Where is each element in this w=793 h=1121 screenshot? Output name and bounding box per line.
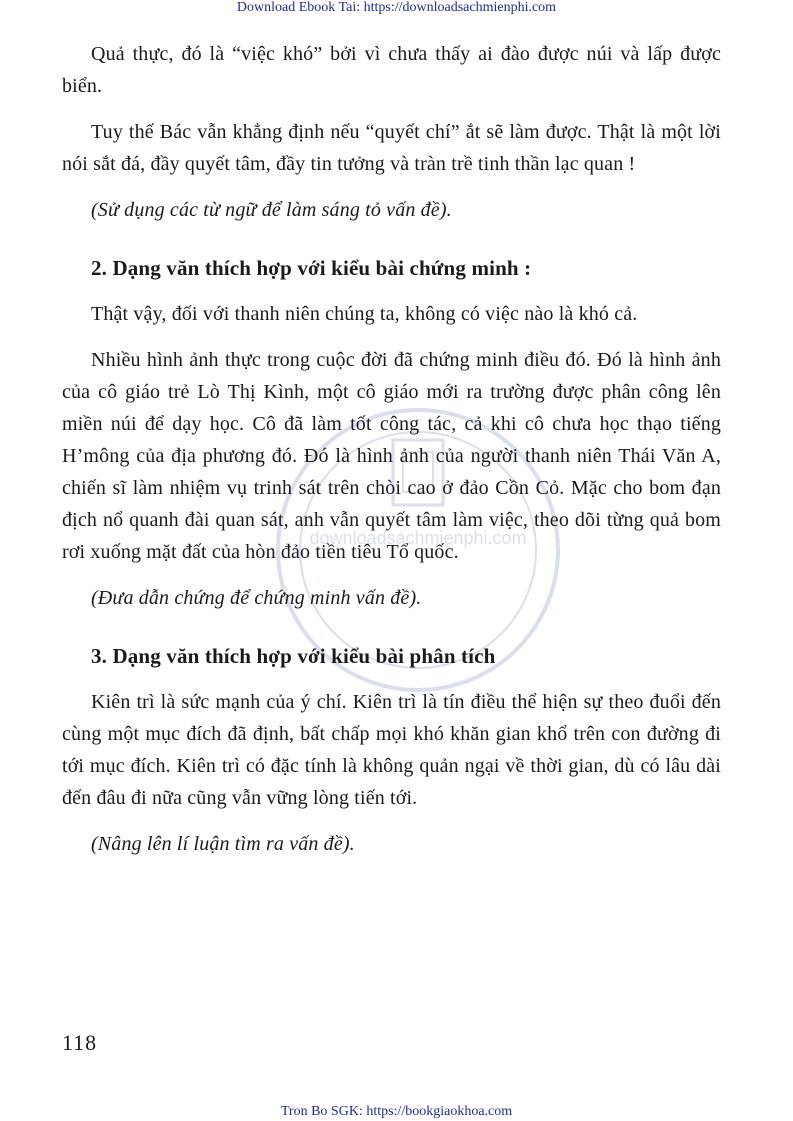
watermark-text: downloadsachmienphi.com (309, 528, 527, 548)
paragraph-3: Thật vậy, đối với thanh niên chúng ta, không có việc nào là khó cả. (91, 303, 638, 325)
page-number: 118 (62, 1030, 98, 1055)
section-heading-2: 2. Dạng văn thích hợp với kiểu bài chứng minh : (91, 256, 532, 280)
note-2: (Đưa dẫn chứng để chứng minh vấn đề). (91, 587, 422, 609)
paragraph-1: Quả thực, đó là “việc khó” bởi vì chưa thấy ai đào được núi và lấp được biển. (62, 43, 721, 97)
footer-sgk-link[interactable]: Tron Bo SGK: https://bookgiaokhoa.com (280, 1104, 513, 1119)
paragraph-2: Tuy thế Bác vẫn khẳng định nếu “quyết chí” ắt sẽ làm được. Thật là một lời nói sắt đá, đầy quyết tâm, đầy tin tưởng và tràn trề tinh thần lạc quan ! (62, 121, 721, 175)
section-heading-3: 3. Dạng văn thích hợp với kiểu bài phân tích (91, 644, 496, 668)
page-content (62, 38, 721, 860)
header-download-link[interactable]: Download Ebook Tai: https://downloadsachmienphi.com (236, 0, 557, 15)
paragraph-4: Nhiều hình ảnh thực trong cuộc đời đã chứng minh điều đó. Đó là hình ảnh của cô giáo trẻ Lò Thị Kình, một cô giáo mới ra trường được phân công lên miền núi để dạy học. Cô đã làm tốt công tác, cả khi cô chưa học thạo tiếng H’mông của địa phương đó. Đó là hình ảnh của người thanh niên Thái Văn A, chiến sĩ làm nhiệm vụ trinh sát trên chòi cao ở đảo Cồn Cỏ. Mặc cho bom đạn địch nổ quanh đài quan sát, anh vẫn quyết tâm làm việc, theo dõi từng quả bom rơi xuống mặt đất của hòn đảo tiền tiêu Tổ quốc. (62, 349, 721, 563)
note-1: (Sử dụng các từ ngữ để làm sáng tỏ vấn đề). (91, 199, 452, 221)
paragraph-5: Kiên trì là sức mạnh của ý chí. Kiên trì là tín điều thể hiện sự theo đuổi đến cùng một mục đích đã định, bất chấp mọi khó khăn gian khổ trên con đường đi tới mục đích. Kiên trì có đặc tính là không quản ngại về thời gian, dù có lâu dài đến đâu đi nữa cũng vẫn vững lòng tiến tới. (62, 691, 721, 809)
note-3: (Nâng lên lí luận tìm ra vấn đề). (91, 833, 355, 855)
